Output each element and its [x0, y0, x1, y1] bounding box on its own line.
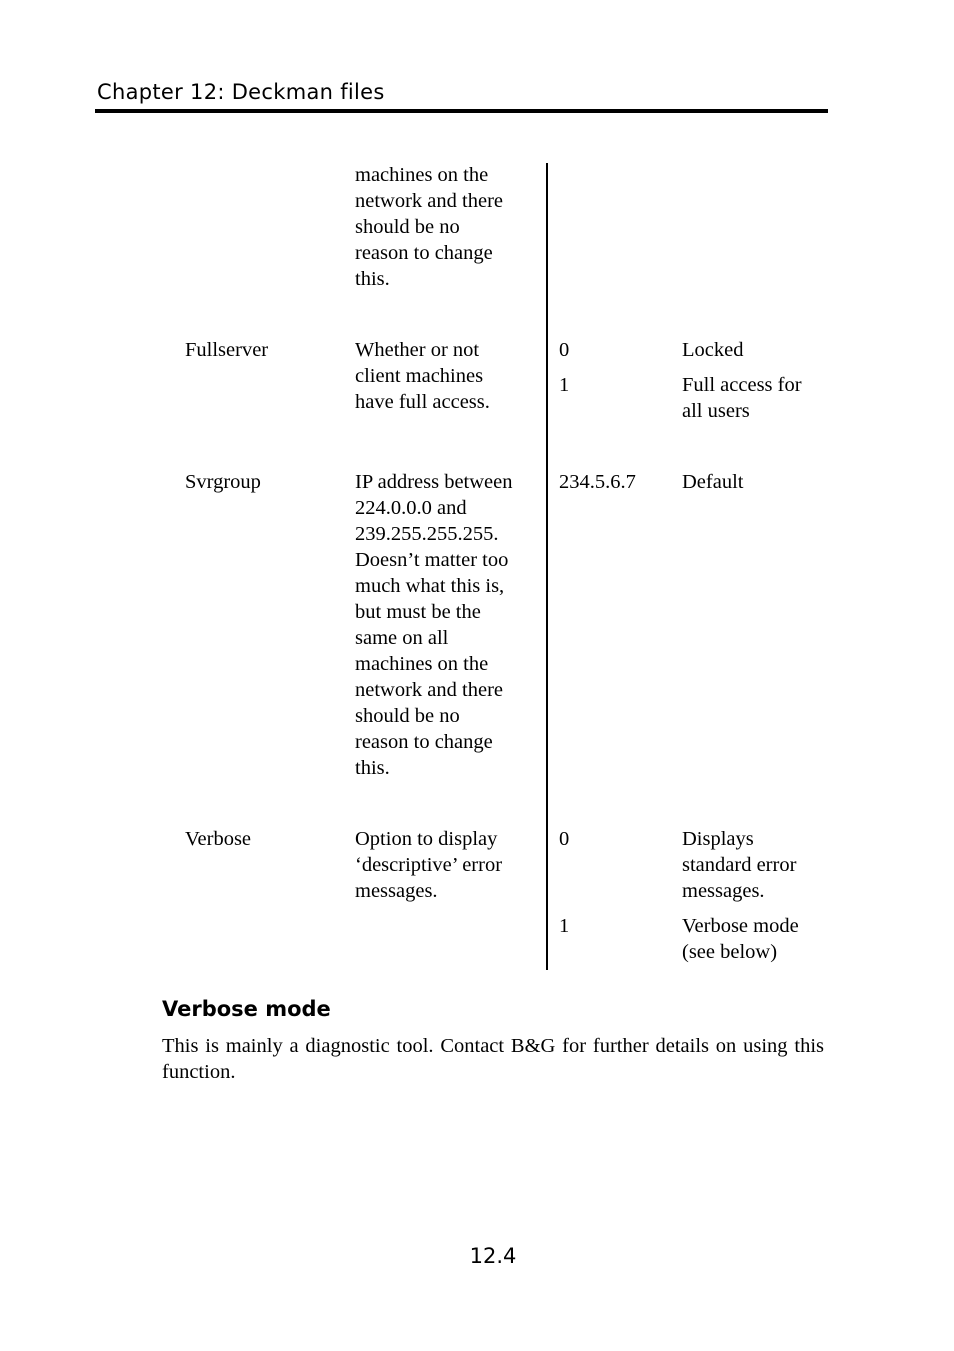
description-line: Whether or not: [355, 339, 480, 361]
setting-value: 1: [559, 374, 570, 396]
description-line: messages.: [355, 880, 438, 902]
setting-value: 1: [559, 915, 570, 937]
header-rule: [95, 109, 828, 113]
description-line: machines on the: [355, 164, 489, 186]
setting-value-meaning: [682, 469, 743, 495]
section-paragraph: This is mainly a diagnostic tool. Contact B&G for further details on using this function.: [162, 1035, 824, 1083]
setting-value-meaning: [682, 913, 799, 965]
meaning-line: Verbose mode: [682, 915, 799, 937]
description-line: network and there: [355, 190, 503, 212]
description-line: reason to change: [355, 731, 493, 753]
meaning-line: Full access for: [682, 374, 802, 396]
setting-value: 234.5.6.7: [559, 471, 636, 493]
setting-name-svrgroup: Svrgroup: [185, 471, 261, 493]
section-heading: Verbose mode: [162, 997, 331, 1021]
description-line: machines on the: [355, 653, 489, 675]
description-line: this.: [355, 757, 390, 779]
chapter-header: Chapter 12: Deckman files: [97, 80, 385, 104]
meaning-line: (see below): [682, 941, 778, 963]
continued-description: [355, 162, 503, 292]
description-line: should be no: [355, 705, 460, 727]
description-line: IP address between: [355, 471, 513, 493]
setting-name-fullserver: Fullserver: [185, 339, 269, 361]
page-number: 12.4: [469, 1244, 517, 1268]
description-line: 224.0.0.0 and: [355, 497, 467, 519]
setting-value: 0: [559, 828, 570, 850]
meaning-line: Locked: [682, 339, 744, 361]
description-line: much what this is,: [355, 575, 505, 597]
description-line: have full access.: [355, 391, 490, 413]
description-line: 239.255.255.255.: [355, 523, 499, 545]
setting-value: 0: [559, 339, 570, 361]
meaning-line: all users: [682, 400, 750, 422]
description-line: Option to display: [355, 828, 498, 850]
column-divider: [546, 163, 548, 970]
description-line: network and there: [355, 679, 503, 701]
setting-description-svrgroup: [355, 469, 513, 781]
meaning-line: Default: [682, 471, 744, 493]
description-line: ‘descriptive’ error: [355, 854, 503, 876]
meaning-line: messages.: [682, 880, 765, 902]
description-line: client machines: [355, 365, 484, 387]
description-line: Doesn’t matter too: [355, 549, 509, 571]
description-line: but must be the: [355, 601, 481, 623]
description-line: this.: [355, 268, 390, 290]
meaning-line: Displays: [682, 828, 754, 850]
setting-name-verbose: Verbose: [185, 828, 252, 850]
setting-description-verbose: [355, 826, 502, 904]
meaning-line: standard error: [682, 854, 797, 876]
setting-value-meaning: [682, 337, 743, 363]
setting-description-fullserver: [355, 337, 490, 415]
description-line: same on all: [355, 627, 449, 649]
description-line: reason to change: [355, 242, 493, 264]
description-line: should be no: [355, 216, 460, 238]
setting-value-meaning: [682, 372, 802, 424]
setting-value-meaning: [682, 826, 796, 904]
